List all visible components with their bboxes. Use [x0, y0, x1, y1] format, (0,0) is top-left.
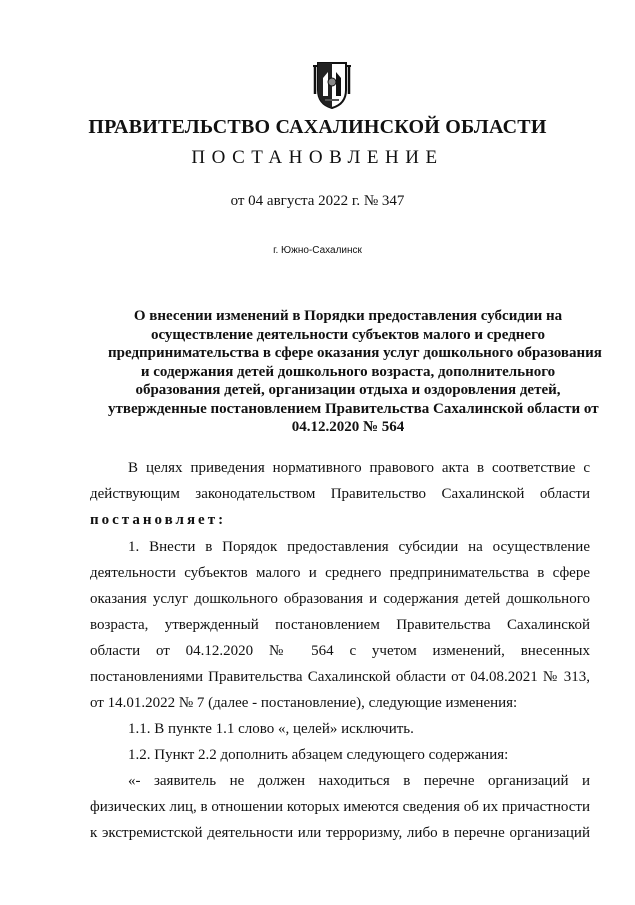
subject-line: осуществление деятельности субъектов малого и среднего: [150, 326, 546, 343]
body-line: деятельности субъектов малого и среднего предпринимательства в сфере: [90, 565, 590, 581]
body-line: В целях приведения нормативного правового акта в соответствие с: [128, 460, 590, 476]
coat-of-arms-icon: [311, 60, 353, 110]
body-line: к экстремистской деятельности или терроризму, либо в перечне организаций: [90, 825, 590, 841]
document-type: ПОСТАНОВЛЕНИЕ: [191, 147, 444, 168]
subject-line: образования детей, организации отдыха и оздоровления детей,: [135, 382, 561, 398]
document-date-number: от 04 августа 2022 г. № 347: [230, 193, 405, 209]
body-line: постановлениями Правительства Сахалинской области от 04.08.2021 № 313,: [90, 669, 590, 685]
body-line: от 14.01.2022 № 7 (далее - постановление), следующие изменения:: [90, 695, 518, 711]
body-line: оказания услуг дошкольного образования и содержания детей дошкольного: [90, 591, 590, 607]
document-place: г. Южно-Сахалинск: [273, 245, 362, 256]
body-line: 1. Внести в Порядок предоставления субсидии на осуществление: [128, 539, 590, 555]
body-line: области от 04.12.2020 № 564 с учетом изменений, внесенных: [90, 643, 590, 659]
body-line: 1.2. Пункт 2.2 дополнить абзацем следующего содержания:: [128, 747, 509, 763]
body-line: физических лиц, в отношении которых имеются сведения об их причастности: [90, 799, 590, 815]
subject-line: О внесении изменений в Порядки предоставления субсидии на: [133, 308, 563, 324]
body-line-decision: постановляет:: [90, 512, 227, 528]
body-line: «- заявитель не должен находиться в перечне организаций и: [128, 773, 590, 789]
government-title: ПРАВИТЕЛЬСТВО САХАЛИНСКОЙ ОБЛАСТИ: [88, 116, 547, 138]
body-line: возраста, утвержденный постановлением Правительства Сахалинской: [90, 617, 590, 633]
subject-line: утвержденные постановлением Правительства Сахалинской области от: [108, 400, 599, 417]
body-line: 1.1. В пункте 1.1 слово «, целей» исключить.: [128, 721, 414, 737]
subject-line: и содержания детей дошкольного возраста, дополнительного: [140, 363, 556, 380]
subject-line: 04.12.2020 № 564: [291, 419, 405, 435]
body-line: действующим законодательством Правительство Сахалинской области: [90, 486, 590, 502]
subject-line: предпринимательства в сфере оказания услуг дошкольного образования: [108, 345, 602, 361]
document-subject: [108, 307, 602, 437]
